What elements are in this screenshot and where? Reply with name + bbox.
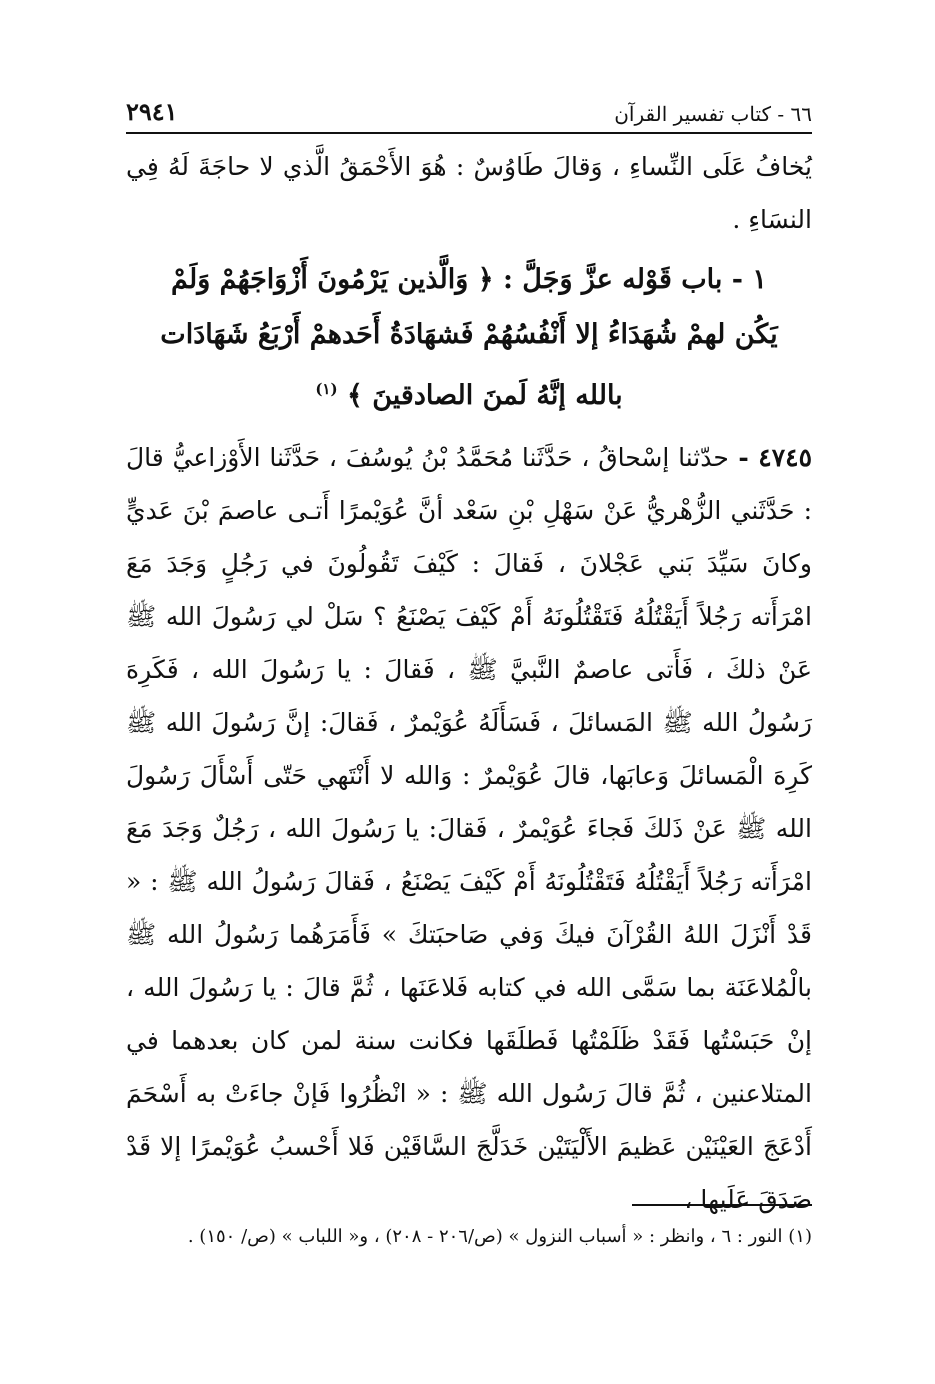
footnote-rule (632, 1204, 812, 1206)
header-rule (126, 132, 812, 134)
footnote (126, 1220, 812, 1254)
footnote-text: (١) النور : ٦ ، وانظر : « أسباب النزول » (ص/٢٠٦ - ٢٠٨) ، و« اللباب » (ص/ ١٥٠) . (187, 1226, 812, 1247)
hadith-paragraph (126, 431, 812, 1226)
running-title: ٦٦ - كتاب تفسير القرآن (614, 102, 812, 126)
intro-paragraph: يُخافُ عَلَى النِّساءِ ، وَقالَ طَاوُسٌ : هُوَ الأَحْمَقُ الَّذي لا حاجَةَ لَهُ فِي النسَاءِ . (126, 152, 812, 234)
page-number: ٢٩٤١ (126, 97, 178, 126)
heading-text: ١ - باب قَوْله عزَّ وَجَلَّ : ﴿ وَالَّذين يَرْمُونَ أَزْوَاجَهُمْ وَلَمْ يَكُن لهمْ شُهَدَاءُ إلا أَنْفُسُهُمْ فَشهَادَةُ أَحَدهمْ أَرْبَعُ شَهَادَات بالله إنَّهُ لَمنَ الصادقينَ ﴾ (160, 264, 778, 411)
hadith-number: ٤٧٤٥ - (728, 443, 812, 472)
footnote-marker: (١) (315, 380, 338, 398)
page-header (126, 86, 812, 126)
hadith-text: حدّثنا إسْحاقُ ، حَدَّثَنا مُحَمَّدُ بْنُ يُوسُفَ ، حَدَّثَنا الأَوْزاعيُّ قالَ : حَدَّثَني الزُّهْريُّ عَنْ سَهْلِ بْنِ سَعْد أنَّ عُوَيْمرًا أَتـى عاصمَ بْنَ عَديٍّ وكانَ سَيِّدَ بَني عَجْلانَ ، فَقالَ : كَيْفَ تَقُولُونَ في رَجُلٍ وَجَدَ مَعَ امْرَأَته رَجُلاً أَيَقْتُلُهُ فَتَقْتُلُونَهُ أَمْ كَيْفَ يَصْنَعُ ؟ سَلْ لي رَسُولَ الله ﷺ عَنْ ذلكَ ، فَأَتى عاصمٌ النَّبيَّ ﷺ ، فَقالَ : يا رَسُولَ الله ، فَكَرِهَ رَسُولُ الله ﷺ المَسائلَ ، فَسَأَلَهُ عُوَيْمرٌ ، فَقالَ: إنَّ رَسُولَ الله ﷺ كَرِهَ الْمَسائلَ وَعابَها، قالَ عُوَيْمرٌ : وَالله لا أَنْتَهي حَتّى أَسْأَلَ رَسُولَ الله ﷺ عَنْ ذَلكَ فَجاءَ عُوَيْمرٌ ، فَقالَ: يا رَسُولَ الله ، رَجُلٌ وَجَدَ مَعَ امْرَأَته رَجُلاً أَيَقْتُلُهُ فَتَقْتُلُونَهُ أَمْ كَيْفَ يَصْنَعُ ، فَقالَ رَسُولُ الله ﷺ : « قَدْ أَنْزَلَ اللهُ القُرْآنَ فيكَ وَفي صَاحبَتكَ » فَأَمَرَهُما رَسُولُ الله ﷺ بالْمُلاعَنَة بما سَمَّى الله في كتابه فَلاعَنَها ، ثُمَّ قالَ : يا رَسُولَ الله ، إنْ حَبَسْتُها فَقَدْ ظَلَمْتُها فَطلَقَها فكانت سنة لمن كان بعدهما في المتلاعنين ، ثُمَّ قالَ رَسُول الله ﷺ : « انْظُرُوا فَإنْ جاءَتْ به أَسْحَمَ أَدْعَجَ العَيْنَيْن عَظيمَ الأَلْيَتَيْن خَدَلَّجَ السَّاقَيْن فَلا أَحْسبُ عُوَيْمرًا إلا قَدْ صَدَقَ عَلَيها ، (126, 443, 812, 1214)
chapter-heading (146, 252, 792, 423)
main-text (126, 140, 812, 1226)
